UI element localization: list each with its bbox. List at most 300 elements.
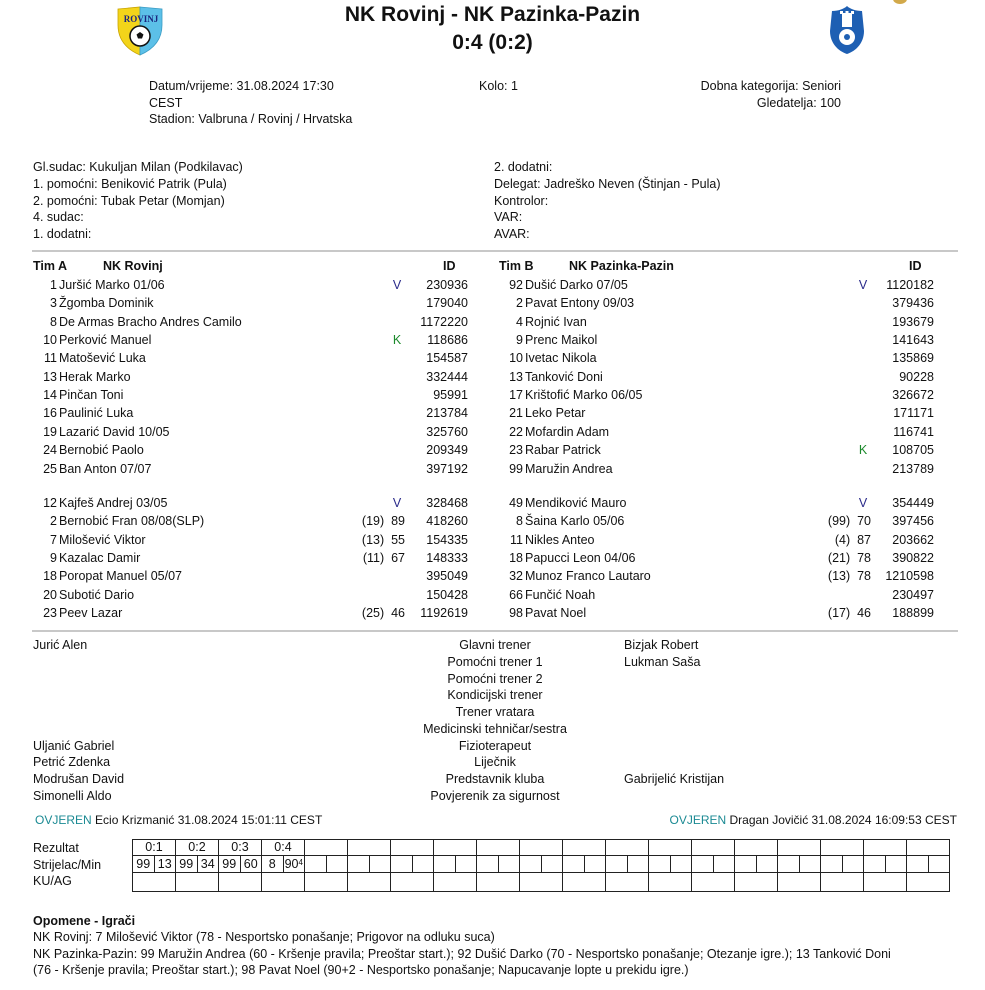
- ku-ag-cell: [176, 873, 219, 892]
- player-name: Milošević Viktor: [59, 532, 146, 547]
- player-mark: V: [858, 278, 868, 292]
- player-number: 92: [509, 278, 523, 292]
- player-row: [27, 460, 467, 478]
- player-row: [493, 586, 933, 604]
- staff-role-label: Predstavnik kluba: [445, 772, 545, 786]
- player-substitution: (13) 55: [361, 532, 405, 547]
- player-substitution: (21) 78: [827, 551, 871, 566]
- player-id: 395049: [426, 569, 468, 584]
- player-id: 213789: [892, 461, 934, 476]
- minute-cell: [842, 856, 864, 873]
- player-name: Leko Petar: [525, 406, 586, 421]
- verification-team-a: [35, 813, 322, 827]
- minute-cell: [627, 856, 649, 873]
- minute-cell: [670, 856, 692, 873]
- player-row: [27, 404, 467, 422]
- match-stadium: Stadion: Valbruna / Rovinj / Hrvatska: [149, 112, 353, 126]
- scorer-cell: 99: [133, 856, 155, 873]
- result-cell: 0:2: [176, 840, 219, 856]
- result-cell: [821, 840, 864, 856]
- official-delegate: Delegat: Jadreško Neven (Štinjan - Pula): [494, 176, 721, 191]
- scorer-cell: [821, 856, 843, 873]
- player-id: 213784: [426, 406, 468, 421]
- ku-ag-cell: [391, 873, 434, 892]
- player-number: 8: [516, 514, 523, 529]
- staff-team-a-member: Modrušan David: [33, 772, 125, 786]
- player-number: 9: [516, 333, 523, 348]
- player-number: 7: [50, 532, 57, 547]
- minute-cell: [412, 856, 434, 873]
- officials-left: [33, 159, 243, 243]
- scorer-cell: [778, 856, 800, 873]
- staff-role-label: Trener vratara: [455, 705, 535, 719]
- player-id: 332444: [426, 369, 468, 384]
- player-substitution: (19) 89: [361, 514, 405, 529]
- player-id: 95991: [433, 388, 468, 403]
- minute-value: 13: [157, 856, 172, 871]
- match-datetime: Datum/vrijeme: 31.08.2024 17:30: [149, 79, 334, 93]
- scorer-cell: [735, 856, 757, 873]
- player-number: 2: [50, 514, 57, 529]
- player-row: [27, 604, 467, 622]
- added-time: 4: [298, 857, 303, 867]
- player-row: [27, 567, 467, 585]
- verified-label: OVJEREN: [35, 813, 92, 827]
- minute-cell: [498, 856, 520, 873]
- ku-ag-cell: [133, 873, 176, 892]
- result-cell: 0:3: [219, 840, 262, 856]
- player-name: Matošević Luka: [59, 351, 146, 366]
- player-mark: V: [392, 278, 402, 292]
- player-id: 397192: [426, 461, 468, 476]
- ku-ag-cell: [477, 873, 520, 892]
- team-b-name: NK Pazinka-Pazin: [569, 259, 674, 273]
- staff-team-a-member: Petrić Zdenka: [33, 755, 111, 770]
- caution-line: NK Pazinka-Pazin: 99 Maružin Andrea (60 - Kršenje pravila; Preoštar start.); 92 Dušić Darko (70 - Nesportsko ponašanje; Otezanje igre.); 13 Tanković Doni: [33, 946, 891, 961]
- player-row: [493, 494, 933, 512]
- verification-team-b: [669, 813, 957, 827]
- player-name: Juršić Marko 01/06: [59, 278, 165, 292]
- player-number: 13: [509, 369, 523, 384]
- staff-team-b-member: Lukman Saša: [624, 654, 701, 669]
- player-id: 325760: [426, 424, 468, 439]
- player-substitution: (13) 78: [827, 569, 871, 584]
- scorer-cell: 8: [262, 856, 284, 873]
- official-avar: AVAR:: [494, 227, 530, 242]
- player-mark: V: [392, 496, 402, 510]
- ku-ag-cell: [864, 873, 907, 892]
- player-number: 99: [509, 461, 523, 476]
- scorer-cell: [692, 856, 714, 873]
- player-row: [27, 331, 467, 349]
- match-info-right: [701, 78, 841, 111]
- player-id: 326672: [892, 388, 934, 403]
- player-id: 1172220: [420, 314, 468, 329]
- player-name: Rojnić Ivan: [525, 314, 587, 329]
- staff-team-b-member: Gabrijelić Kristijan: [624, 772, 725, 786]
- scorer-cell: [563, 856, 585, 873]
- player-row: [493, 386, 933, 404]
- player-id: 230497: [892, 587, 934, 602]
- player-row: [27, 313, 467, 331]
- staff-role-label: Pomoćni trener 2: [447, 671, 543, 686]
- official-additional-1: 1. dodatni:: [33, 227, 92, 242]
- ku-ag-cell: [434, 873, 477, 892]
- cautions-title: Opomene - Igrači: [33, 914, 136, 928]
- official-fourth: 4. sudac:: [33, 210, 84, 225]
- match-timezone: CEST: [149, 95, 183, 110]
- player-number: 18: [43, 569, 57, 584]
- player-number: 11: [44, 351, 57, 366]
- result-cell: [305, 840, 348, 856]
- player-number: 1: [50, 278, 57, 292]
- player-number: 98: [509, 606, 523, 621]
- player-name: Tanković Doni: [525, 369, 603, 384]
- player-name: De Armas Bracho Andres Camilo: [59, 314, 242, 329]
- player-id: 390822: [892, 551, 934, 566]
- ku-ag-cell: [735, 873, 778, 892]
- ku-ag-cell: [821, 873, 864, 892]
- player-row: [27, 423, 467, 441]
- player-number: 66: [509, 587, 523, 602]
- player-row: [493, 404, 933, 422]
- player-name: Mofardin Adam: [525, 424, 610, 439]
- staff-role-label: Fizioterapeut: [458, 738, 532, 753]
- player-number: 13: [43, 369, 57, 384]
- player-row: [27, 586, 467, 604]
- match-score: 0:4 (0:2): [452, 31, 533, 54]
- player-row: [493, 294, 933, 312]
- player-id: 108705: [892, 443, 934, 458]
- caution-line: (76 - Kršenje pravila; Preoštar start.); 98 Pavat Noel (90+2 - Nesportsko ponašanje; Napucavanje lopte u prekidu igre.): [33, 962, 689, 977]
- player-number: 23: [509, 443, 523, 458]
- minute-cell: [928, 856, 950, 873]
- player-name: Kajfeš Andrej 03/05: [59, 496, 168, 510]
- player-name: Bernobić Paolo: [59, 443, 144, 458]
- scorer-cell: [348, 856, 370, 873]
- player-name: Funčić Noah: [525, 587, 596, 602]
- result-cell: 0:4: [262, 840, 305, 856]
- player-name: Maružin Andrea: [525, 461, 613, 476]
- result-cell: [606, 840, 649, 856]
- player-substitution: (17) 46: [827, 606, 871, 621]
- player-row: [493, 531, 933, 549]
- player-row: [27, 512, 467, 530]
- player-id: 418260: [426, 514, 468, 529]
- staff-role-label: Povjerenik za sigurnost: [430, 788, 560, 803]
- player-number: 49: [509, 496, 523, 510]
- player-number: 16: [43, 406, 57, 421]
- verified-label: OVJEREN: [669, 813, 727, 827]
- player-number: 19: [43, 424, 57, 439]
- result-cell: [520, 840, 563, 856]
- player-id: 1120182: [886, 278, 934, 292]
- player-name: Šaina Karlo 05/06: [525, 514, 625, 529]
- minute-value: 60: [243, 856, 258, 871]
- ku-ag-cell: [348, 873, 391, 892]
- result-cell: [391, 840, 434, 856]
- scorer-cell: [649, 856, 671, 873]
- player-row: [27, 549, 467, 567]
- age-category: Dobna kategorija: Seniori: [700, 79, 841, 93]
- scorer-cell: [907, 856, 929, 873]
- player-name: Poropat Manuel 05/07: [59, 569, 183, 584]
- player-name: Munoz Franco Lautaro: [525, 569, 651, 584]
- minute-value: 90: [284, 856, 299, 871]
- player-row: [493, 276, 933, 294]
- player-row: [493, 368, 933, 386]
- player-number: 20: [43, 587, 57, 602]
- player-name: Rabar Patrick: [525, 443, 601, 458]
- player-row: [27, 276, 467, 294]
- player-substitution: (4) 87: [834, 532, 871, 547]
- player-name: Lazarić David 10/05: [59, 424, 170, 439]
- player-row: [27, 531, 467, 549]
- match-round: Kolo: 1: [479, 79, 518, 93]
- staff-role-label: Liječnik: [474, 755, 516, 770]
- spectators: Gledatelja: 100: [756, 95, 841, 110]
- player-name: Herak Marko: [59, 369, 131, 384]
- ku-ag-cell: [606, 873, 649, 892]
- team-a-label: Tim A: [33, 259, 68, 273]
- player-row: [493, 349, 933, 367]
- staff-team-a-member: Simonelli Aldo: [33, 788, 112, 803]
- player-number: 23: [43, 606, 57, 621]
- verified-by: Dragan Jovičić 31.08.2024 16:09:53 CEST: [729, 813, 957, 827]
- cautions-section: [33, 913, 891, 978]
- scorer-cell: [434, 856, 456, 873]
- player-row: [493, 512, 933, 530]
- svg-text:ROVINJ: ROVINJ: [123, 14, 159, 24]
- result-cell: [434, 840, 477, 856]
- player-row: [27, 494, 467, 512]
- minute-cell: [197, 856, 219, 873]
- staff-role-label: Pomoćni trener 1: [447, 654, 543, 669]
- label-result: Rezultat: [33, 841, 79, 855]
- result-cell: [735, 840, 778, 856]
- official-assistant-1: 1. pomoćni: Beniković Patrik (Pula): [33, 176, 227, 191]
- player-id: 354449: [892, 496, 934, 510]
- team-b-id-header: ID: [909, 259, 922, 273]
- ku-ag-cell: [778, 873, 821, 892]
- result-cell: [692, 840, 735, 856]
- minute-cell: [799, 856, 821, 873]
- player-id: 171171: [893, 406, 934, 421]
- player-number: 4: [516, 314, 523, 329]
- player-row: [493, 604, 933, 622]
- player-name: Ban Anton 07/07: [59, 461, 152, 476]
- official-var: VAR:: [494, 210, 523, 225]
- player-id: 148333: [426, 551, 468, 566]
- match-title: NK Rovinj - NK Pazinka-Pazin: [344, 3, 641, 26]
- player-name: Nikles Anteo: [525, 532, 595, 547]
- player-number: 22: [509, 424, 523, 439]
- player-name: Žgomba Dominik: [59, 296, 154, 311]
- player-row: [27, 368, 467, 386]
- player-number: 14: [43, 388, 57, 403]
- player-name: Kazalac Damir: [59, 551, 141, 566]
- player-id: 1192619: [420, 606, 468, 621]
- player-name: Pavat Noel: [525, 606, 587, 621]
- player-number: 24: [43, 443, 57, 458]
- scorer-cell: [477, 856, 499, 873]
- ku-ag-cell: [262, 873, 305, 892]
- scoring-table: [132, 839, 950, 892]
- minute-cell: [283, 856, 305, 873]
- player-name: Krištofić Marko 06/05: [525, 388, 643, 403]
- player-number: 10: [43, 333, 57, 348]
- player-name: Dušić Darko 07/05: [525, 278, 628, 292]
- player-name: Subotić Dario: [59, 587, 135, 602]
- player-number: 9: [50, 551, 57, 566]
- player-substitution: (11) 67: [362, 551, 405, 566]
- ku-ag-cell: [692, 873, 735, 892]
- player-row: [27, 386, 467, 404]
- player-name: Perković Manuel: [59, 333, 152, 348]
- player-id: 154335: [426, 532, 468, 547]
- staff-role-label: Medicinski tehničar/sestra: [423, 721, 567, 736]
- player-number: 32: [509, 569, 523, 584]
- label-ku-ag: KU/AG: [33, 874, 72, 888]
- player-row: [493, 313, 933, 331]
- player-mark: V: [858, 496, 868, 510]
- minute-cell: [154, 856, 176, 873]
- staff-team-a-member: Jurić Alen: [33, 638, 88, 652]
- player-name: Prenc Maikol: [525, 333, 598, 348]
- team-a-id-header: ID: [443, 259, 456, 273]
- official-assistant-2: 2. pomoćni: Tubak Petar (Momjan): [33, 193, 225, 208]
- official-controller: Kontrolor:: [494, 193, 549, 208]
- scorer-cell: [864, 856, 886, 873]
- player-id: 118686: [427, 333, 468, 348]
- player-id: 90228: [899, 369, 934, 384]
- officials-right: [494, 159, 721, 243]
- player-name: Mendiković Mauro: [525, 496, 627, 510]
- result-cell: [864, 840, 907, 856]
- player-row: [27, 441, 467, 459]
- player-row: [493, 460, 933, 478]
- player-row: [493, 567, 933, 585]
- staff-role-label: Kondicijski trener: [447, 688, 543, 703]
- player-id: 188899: [892, 606, 934, 621]
- minute-cell: [756, 856, 778, 873]
- label-scorer-minute: Strijelac/Min: [33, 857, 102, 872]
- ku-ag-cell: [649, 873, 692, 892]
- player-substitution: (99) 70: [827, 514, 871, 529]
- player-id: 397456: [892, 514, 934, 529]
- player-id: 328468: [426, 496, 468, 510]
- player-id: 209349: [426, 443, 468, 458]
- staff-team-b-member: Bizjak Robert: [624, 638, 699, 652]
- player-number: 11: [510, 532, 523, 547]
- player-number: 3: [50, 296, 57, 311]
- player-number: 18: [509, 551, 523, 566]
- result-cell: [348, 840, 391, 856]
- player-mark: K: [392, 333, 402, 348]
- verified-by: Ecio Krizmanić 31.08.2024 15:01:11 CEST: [95, 813, 323, 827]
- result-cell: [778, 840, 821, 856]
- divider: [32, 250, 958, 252]
- player-number: 12: [43, 496, 57, 510]
- minute-cell: [326, 856, 348, 873]
- minute-cell: [240, 856, 262, 873]
- team-a-name: NK Rovinj: [103, 259, 163, 273]
- player-id: 141643: [892, 333, 934, 348]
- player-id: 135869: [892, 351, 934, 366]
- player-row: [493, 441, 933, 459]
- player-name: Papucci Leon 04/06: [525, 551, 636, 566]
- player-name: Paulinić Luka: [59, 406, 134, 421]
- minute-cell: [369, 856, 391, 873]
- minute-cell: [584, 856, 606, 873]
- ku-ag-cell: [305, 873, 348, 892]
- minute-cell: [713, 856, 735, 873]
- player-number: 8: [50, 314, 57, 329]
- player-id: 203662: [892, 532, 934, 547]
- player-id: 1210598: [885, 569, 934, 584]
- result-cell: [907, 840, 950, 856]
- player-row: [27, 294, 467, 312]
- scorer-cell: [606, 856, 628, 873]
- result-cell: 0:1: [133, 840, 176, 856]
- result-cell: [649, 840, 692, 856]
- player-name: Pinčan Toni: [59, 388, 124, 403]
- player-name: Pavat Entony 09/03: [525, 296, 635, 311]
- player-row: [493, 549, 933, 567]
- scorer-cell: [391, 856, 413, 873]
- official-main-referee: Gl.sudac: Kukuljan Milan (Podkilavac): [33, 160, 243, 174]
- player-number: 2: [516, 296, 523, 311]
- minute-cell: [885, 856, 907, 873]
- ku-ag-cell: [219, 873, 262, 892]
- player-id: 230936: [426, 278, 468, 292]
- scorer-cell: 99: [176, 856, 198, 873]
- match-info-left: [149, 78, 352, 128]
- player-name: Bernobić Fran 08/08(SLP): [59, 514, 205, 529]
- result-cell: [563, 840, 606, 856]
- minute-value: 34: [200, 856, 215, 871]
- ku-ag-cell: [907, 873, 950, 892]
- caution-line: NK Rovinj: 7 Milošević Viktor (78 - Nesportsko ponašanje; Prigovor na odluku suca): [33, 930, 495, 945]
- player-row: [27, 349, 467, 367]
- scorer-cell: [520, 856, 542, 873]
- player-id: 116741: [893, 424, 934, 439]
- team-b-label: Tim B: [499, 259, 534, 273]
- official-additional-2: 2. dodatni:: [494, 160, 553, 174]
- player-id: 193679: [892, 314, 934, 329]
- player-name: Ivetac Nikola: [525, 351, 597, 366]
- player-name: Peev Lazar: [59, 606, 123, 621]
- player-id: 379436: [892, 296, 934, 311]
- player-mark: K: [858, 443, 868, 458]
- player-substitution: (25) 46: [361, 606, 405, 621]
- player-number: 25: [43, 461, 57, 476]
- scoring-labels: [33, 840, 101, 890]
- player-id: 150428: [426, 587, 468, 602]
- minute-cell: [541, 856, 563, 873]
- minute-cell: [455, 856, 477, 873]
- player-row: [493, 331, 933, 349]
- player-row: [493, 423, 933, 441]
- result-cell: [477, 840, 520, 856]
- player-number: 10: [509, 351, 523, 366]
- staff-team-a-member: Uljanić Gabriel: [33, 738, 115, 753]
- ku-ag-cell: [520, 873, 563, 892]
- player-number: 21: [509, 406, 523, 421]
- divider: [32, 630, 958, 632]
- player-id: 179040: [426, 296, 468, 311]
- player-id: 154587: [426, 351, 468, 366]
